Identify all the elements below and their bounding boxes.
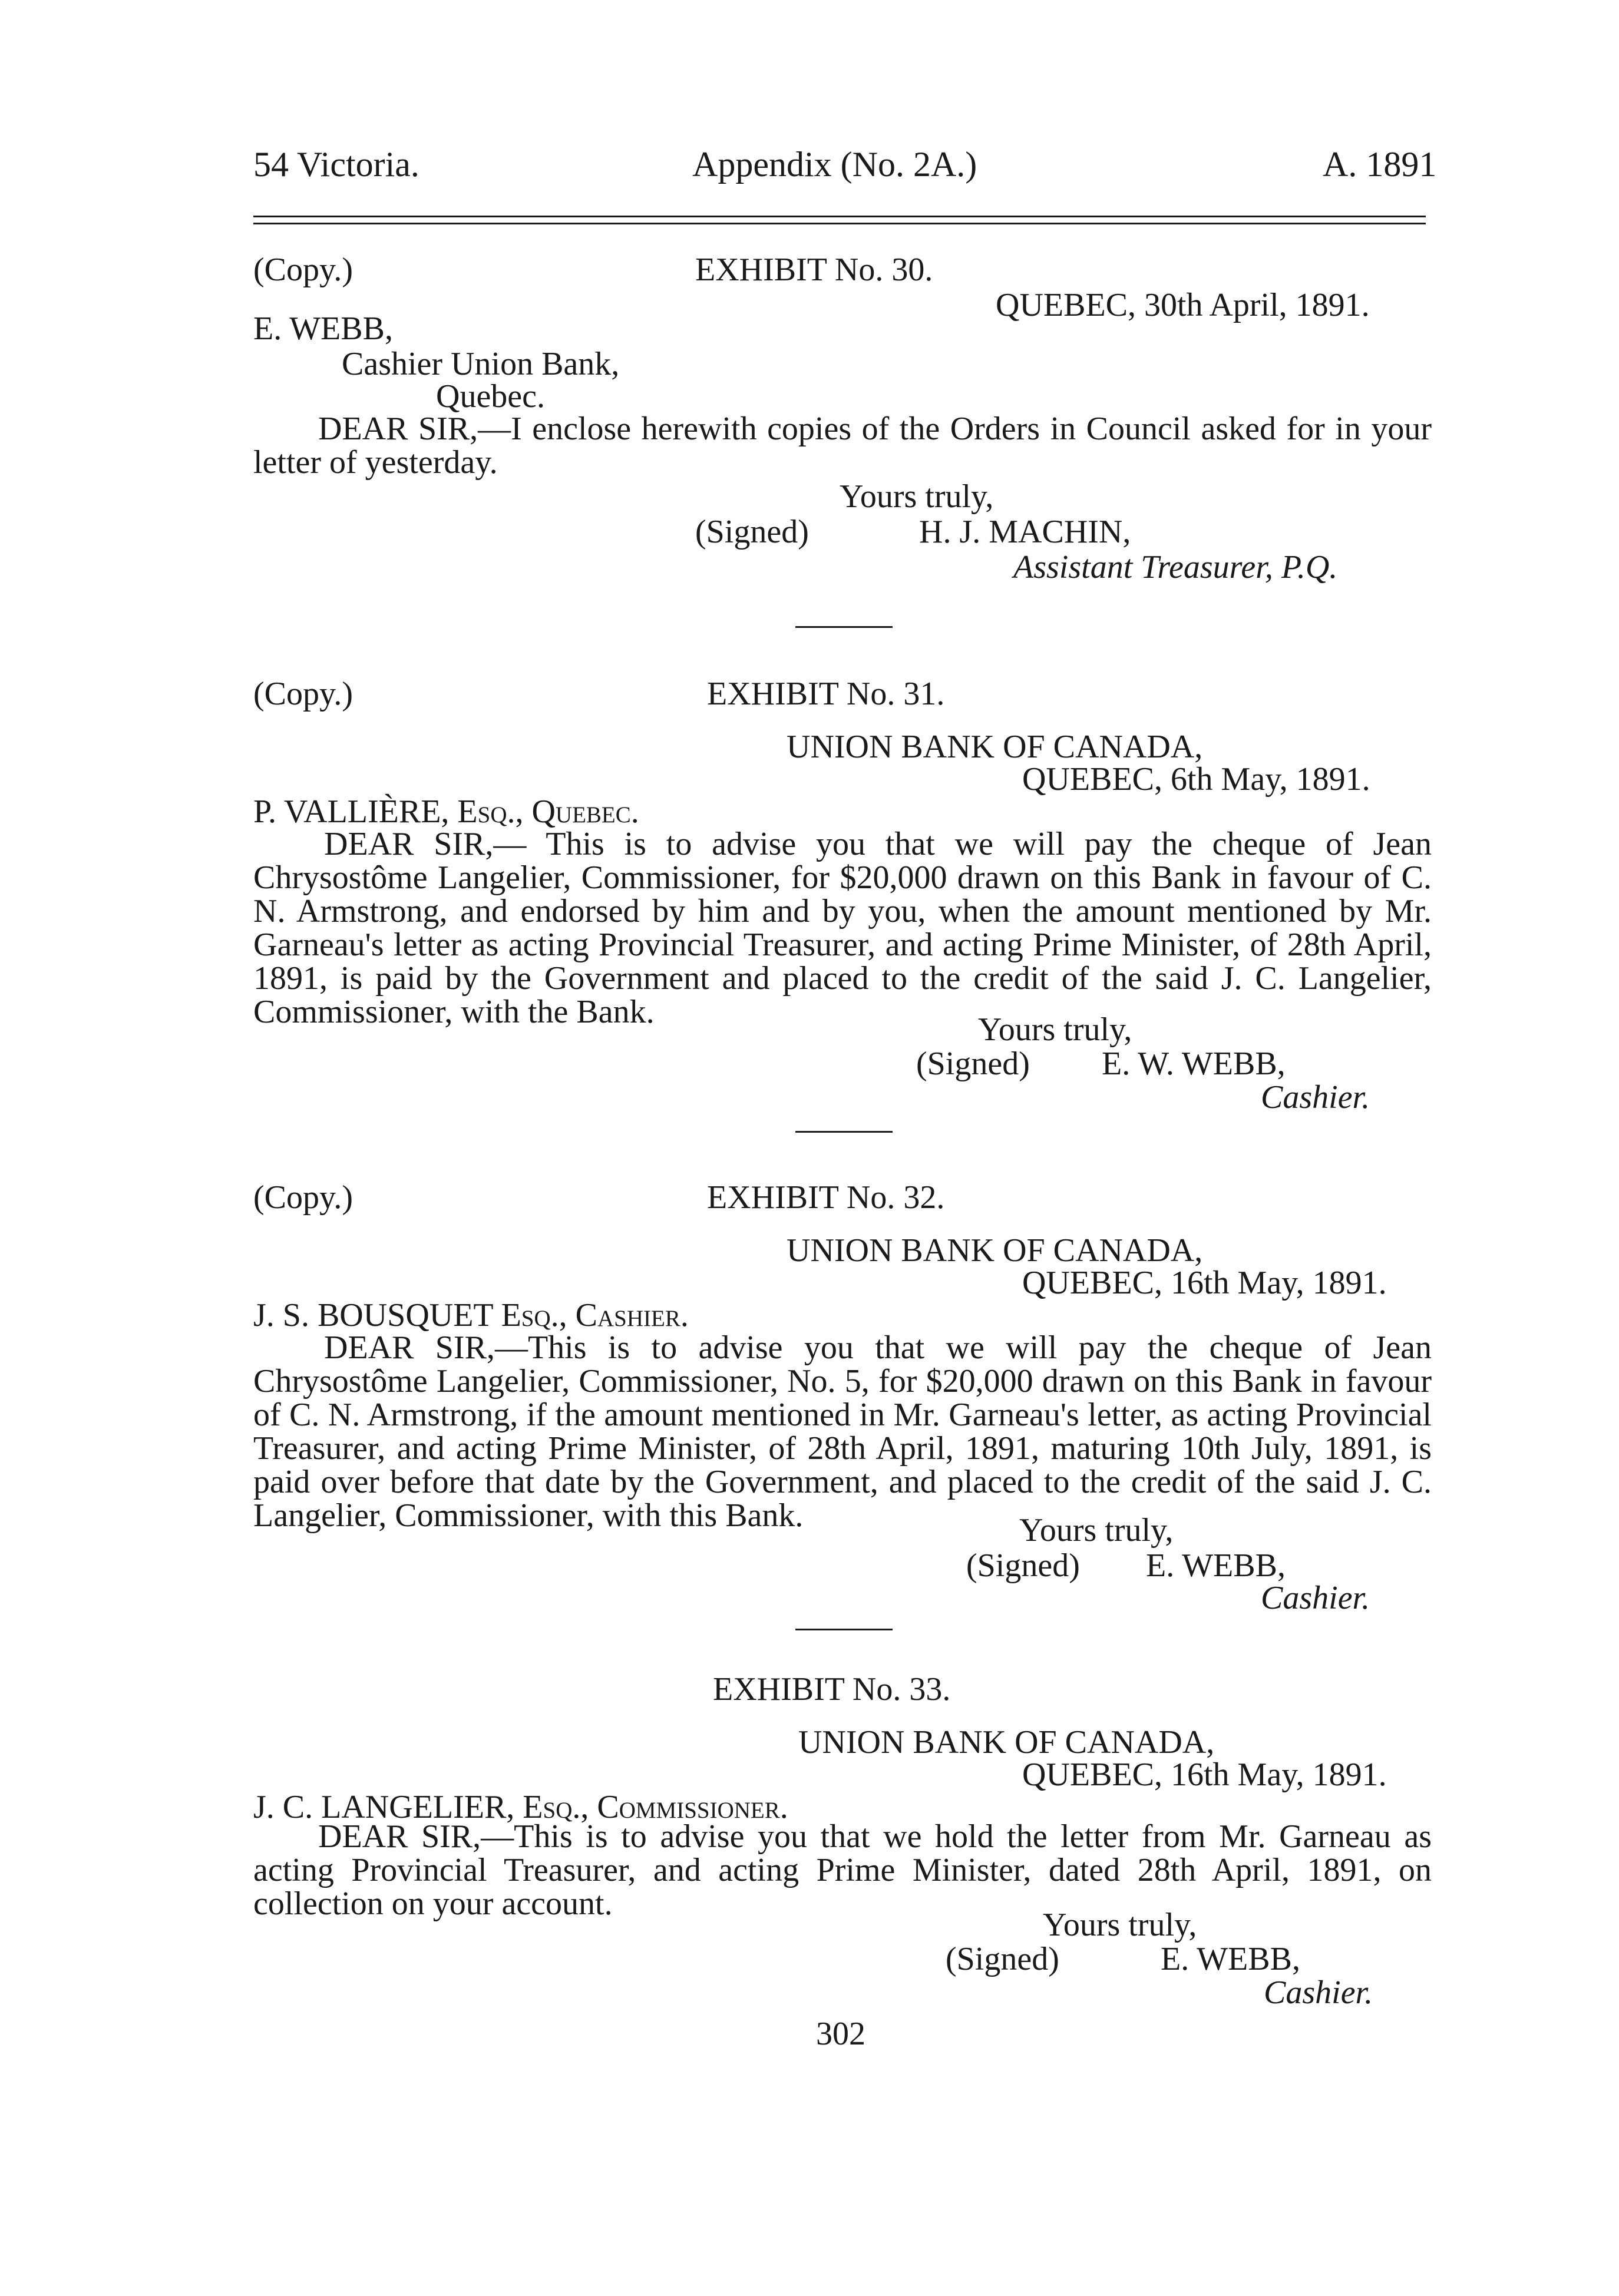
exhibit-32-title: EXHIBIT No. 32. xyxy=(707,1179,945,1216)
section-divider xyxy=(795,626,893,628)
exhibit-30-addressee-line-2: Cashier Union Bank, xyxy=(342,346,620,382)
exhibit-32-salutation: DEAR SIR, xyxy=(324,1329,495,1366)
exhibit-31-salutation: DEAR SIR, xyxy=(324,826,494,862)
exhibit-30-body xyxy=(253,412,1432,479)
exhibit-31-signed: (Signed) xyxy=(916,1046,1030,1082)
exhibit-30-closing: Yours truly, xyxy=(840,478,994,515)
exhibit-31-place-date: QUEBEC, 6th May, 1891. xyxy=(1022,761,1370,798)
exhibit-33-addressee: J. C. LANGELIER, Esq., Commissioner. xyxy=(253,1789,788,1825)
page-number: 302 xyxy=(816,2016,865,2052)
exhibit-32-place-date: QUEBEC, 16th May, 1891. xyxy=(1022,1265,1387,1301)
section-divider xyxy=(795,1629,893,1630)
exhibit-30-signer-title: Assistant Treasurer, P.Q. xyxy=(1013,549,1338,585)
exhibit-30-place-date: QUEBEC, 30th April, 1891. xyxy=(996,287,1370,323)
exhibit-32-addressee: J. S. BOUSQUET Esq., Cashier. xyxy=(253,1297,689,1334)
exhibit-32-copy-label: (Copy.) xyxy=(253,1179,353,1216)
exhibit-33-salutation: DEAR SIR, xyxy=(318,1818,481,1855)
exhibit-30-title: EXHIBIT No. 30. xyxy=(695,252,933,288)
exhibit-31-signer-title: Cashier. xyxy=(1261,1079,1370,1116)
exhibit-30-signed: (Signed) xyxy=(695,514,809,550)
exhibit-31-addressee: P. VALLIÈRE, Esq., Quebec. xyxy=(253,793,639,830)
exhibit-32-body xyxy=(253,1331,1432,1533)
exhibit-32-body-text: —This is to advise you that we will pay the cheque of Jean Chrysostôme Langelier, Commissioner, No. 5, for $20,000 drawn on this Bank in favour of C. N. Armstrong, if the amount mentioned in Mr. Garneau's letter, as acting Provincial Treasurer, and acting Prime Minister, of 28th April, 1891, maturing 10th July, 1891, is paid over before that date by the Government, and placed to the credit of the said J. C. Langelier, Commissioner, with this Bank. xyxy=(253,1329,1432,1534)
section-divider xyxy=(795,1131,893,1133)
exhibit-32-institution: UNION BANK OF CANADA, xyxy=(787,1232,1203,1269)
header-center: Appendix (No. 2A.) xyxy=(692,145,977,184)
exhibit-30-copy-label: (Copy.) xyxy=(253,252,353,288)
exhibit-30-addressee-line-1: E. WEBB, xyxy=(253,310,393,347)
exhibit-30-signer: H. J. MACHIN, xyxy=(919,514,1131,550)
exhibit-33-institution: UNION BANK OF CANADA, xyxy=(798,1724,1215,1761)
exhibit-33-closing: Yours truly, xyxy=(1043,1907,1197,1943)
exhibit-33-signer: E. WEBB, xyxy=(1161,1941,1300,1977)
exhibit-32-signed: (Signed) xyxy=(966,1547,1080,1584)
exhibit-31-body-text: — This is to advise you that we will pay the cheque of Jean Chrysostôme Langelier, Commissioner, for $20,000 drawn on this Bank in favour of C. N. Armstrong, and endorsed by him and by you, when the amount mentioned by Mr. Garneau's letter as acting Provincial Treasurer, and acting Prime Minister, of 28th April, 1891, is paid by the Government and placed to the credit of the said J. C. Langelier, Commissioner, with the Bank. xyxy=(253,826,1432,1030)
header-rule-top xyxy=(253,216,1426,217)
exhibit-31-title: EXHIBIT No. 31. xyxy=(707,676,945,712)
exhibit-31-institution: UNION BANK OF CANADA, xyxy=(787,729,1203,765)
exhibit-32-closing: Yours truly, xyxy=(1019,1512,1174,1549)
exhibit-31-closing: Yours truly, xyxy=(978,1011,1132,1048)
exhibit-32-signer: E. WEBB, xyxy=(1146,1547,1286,1584)
exhibit-31-signer: E. W. WEBB, xyxy=(1102,1046,1286,1082)
exhibit-30-addressee-line-3: Quebec. xyxy=(436,378,546,415)
exhibit-33-signed: (Signed) xyxy=(946,1941,1059,1977)
exhibit-33-signer-title: Cashier. xyxy=(1264,1974,1373,2011)
exhibit-33-body xyxy=(253,1820,1432,1921)
exhibit-33-body-text: —This is to advise you that we hold the letter from Mr. Garneau as acting Provincial Treasurer, and acting Prime Minister, dated 28th April, 1891, on collection on your account. xyxy=(253,1818,1432,1922)
exhibit-33-title: EXHIBIT No. 33. xyxy=(713,1671,951,1708)
exhibit-31-body xyxy=(253,828,1432,1029)
exhibit-30-body-text: —I enclose herewith copies of the Orders in Council asked for in your letter of yesterday. xyxy=(253,411,1432,481)
header-left: 54 Victoria. xyxy=(253,145,419,184)
exhibit-31-copy-label: (Copy.) xyxy=(253,676,353,712)
exhibit-33-place-date: QUEBEC, 16th May, 1891. xyxy=(1022,1756,1387,1793)
header-right: A. 1891 xyxy=(1323,145,1437,184)
exhibit-32-signer-title: Cashier. xyxy=(1261,1580,1370,1616)
header-rule-bottom xyxy=(253,223,1426,224)
exhibit-30-salutation: DEAR SIR, xyxy=(318,411,478,447)
